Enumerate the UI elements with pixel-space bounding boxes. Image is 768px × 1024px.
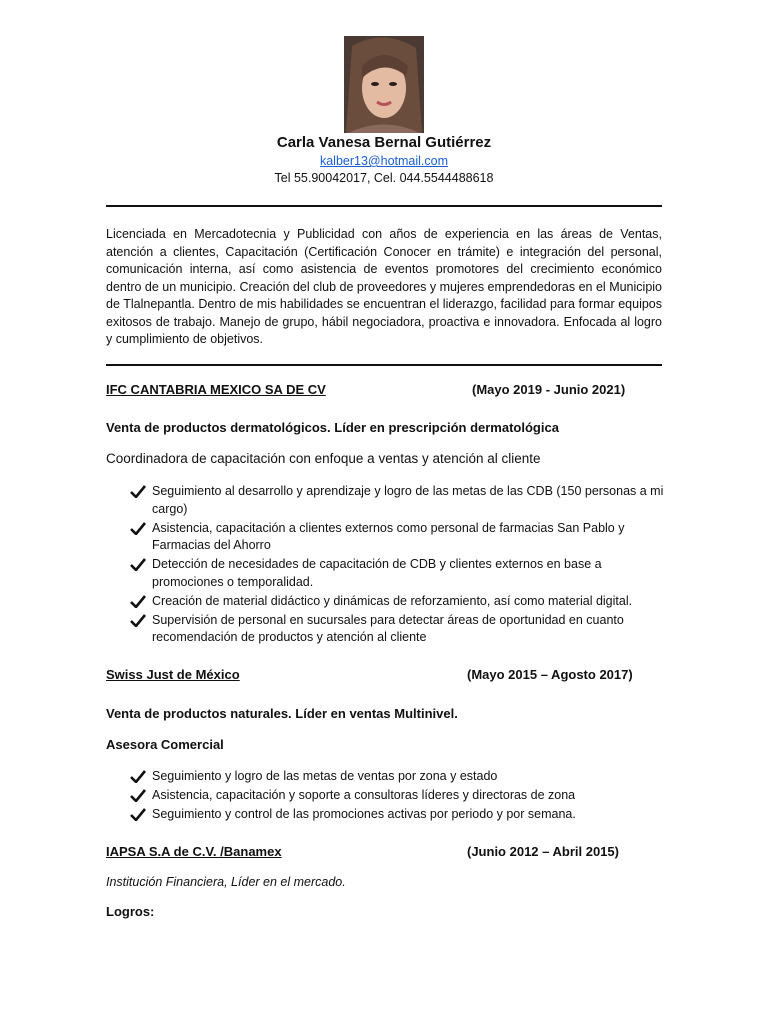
email-link[interactable]: kalber13@hotmail.com [319,154,449,168]
checkmark-icon [130,484,146,498]
job-header-2 [106,666,666,684]
profile-summary: Licenciada en Mercadotecnia y Publicidad con años de experiencia en las áreas de Ventas, atención a clientes, Capacitación (Certificación Conocer en trámite) e integración del personal, comunicación interna, así como asistencia de eventos promotores del crecimiento económico dentro de un municipio. Creación del club de proveedores y mujeres emprendedoras en el Municipio de Tlalnepantla. Dentro de mis habilidades se encuentran el liderazgo, facilidad para formar equipos exitosos de trabajo. Manejo de grupo, hábil negociadora, proactiva e innovadora. Enfocada al logro y cumplimiento de objetivos. [106,227,662,346]
list-item [130,612,670,647]
job-subtitle: Institución Financiera, Líder en el mercado. [106,875,346,889]
checkmark-icon [130,807,146,821]
checkmark-icon [130,521,146,535]
list-item [130,483,670,518]
bullet-text: Seguimiento y logro de las metas de ventas por zona y estado [152,769,498,783]
company-name: IAPSA S.A de C.V. /Banamex [106,844,282,859]
checkmark-icon [130,557,146,571]
list-item [130,787,670,805]
job-role: Coordinadora de capacitación con enfoque a ventas y atención al cliente [106,451,541,466]
checkmark-icon [130,769,146,783]
bullet-text: Seguimiento y control de las promociones activas por periodo y por semana. [152,807,576,821]
profile-photo [344,36,424,133]
job-subtitle: Venta de productos naturales. Líder en ventas Multinivel. [106,706,458,721]
company-name: Swiss Just de México [106,667,240,682]
job-dates: (Mayo 2019 - Junio 2021) [472,382,626,397]
job-dates: (Mayo 2015 – Agosto 2017) [467,667,633,682]
contact-header [0,133,768,187]
job-1-bullets [130,483,670,648]
list-item [130,593,670,611]
company-name: IFC CANTABRIA MEXICO SA DE CV [106,382,326,397]
divider-top [106,205,662,207]
checkmark-icon [130,788,146,802]
list-item [130,556,670,591]
list-item [130,806,670,824]
job-header-1 [106,381,666,399]
bullet-text: Asistencia, capacitación y soporte a consultoras líderes y directoras de zona [152,788,576,802]
checkmark-icon [130,594,146,608]
checkmark-icon [130,613,146,627]
job-subtitle: Venta de productos dermatológicos. Líder en prescripción dermatológica [106,420,559,435]
phone-numbers: Tel 55.90042017, Cel. 044.5544488618 [274,171,494,185]
portrait-image [344,36,424,133]
bullet-text: Asistencia, capacitación a clientes externos como personal de farmacias San Pablo y Farmacias del Ahorro [152,520,625,552]
bullet-text: Supervisión de personal en sucursales para detectar áreas de oportunidad en cuanto recomendación de productos y atención al cliente [152,612,624,644]
bullet-text: Creación de material didáctico y dinámicas de reforzamiento, así como material digital. [152,593,633,608]
divider-bottom [106,364,662,366]
job-dates: (Junio 2012 – Abril 2015) [467,844,619,859]
bullet-text: Seguimiento al desarrollo y aprendizaje y logro de las metas de las CDB (150 personas a mi cargo) [152,484,664,516]
achievements-label: Logros: [106,904,155,919]
job-2-bullets [130,768,670,825]
list-item [130,768,670,786]
job-header-3 [106,843,666,861]
candidate-name: Carla Vanesa Bernal Gutiérrez [276,134,492,151]
job-role: Asesora Comercial [106,737,224,752]
bullet-text: Detección de necesidades de capacitación de CDB y clientes externos en base a promociones o temporalidad. [152,557,602,589]
list-item [130,520,670,555]
